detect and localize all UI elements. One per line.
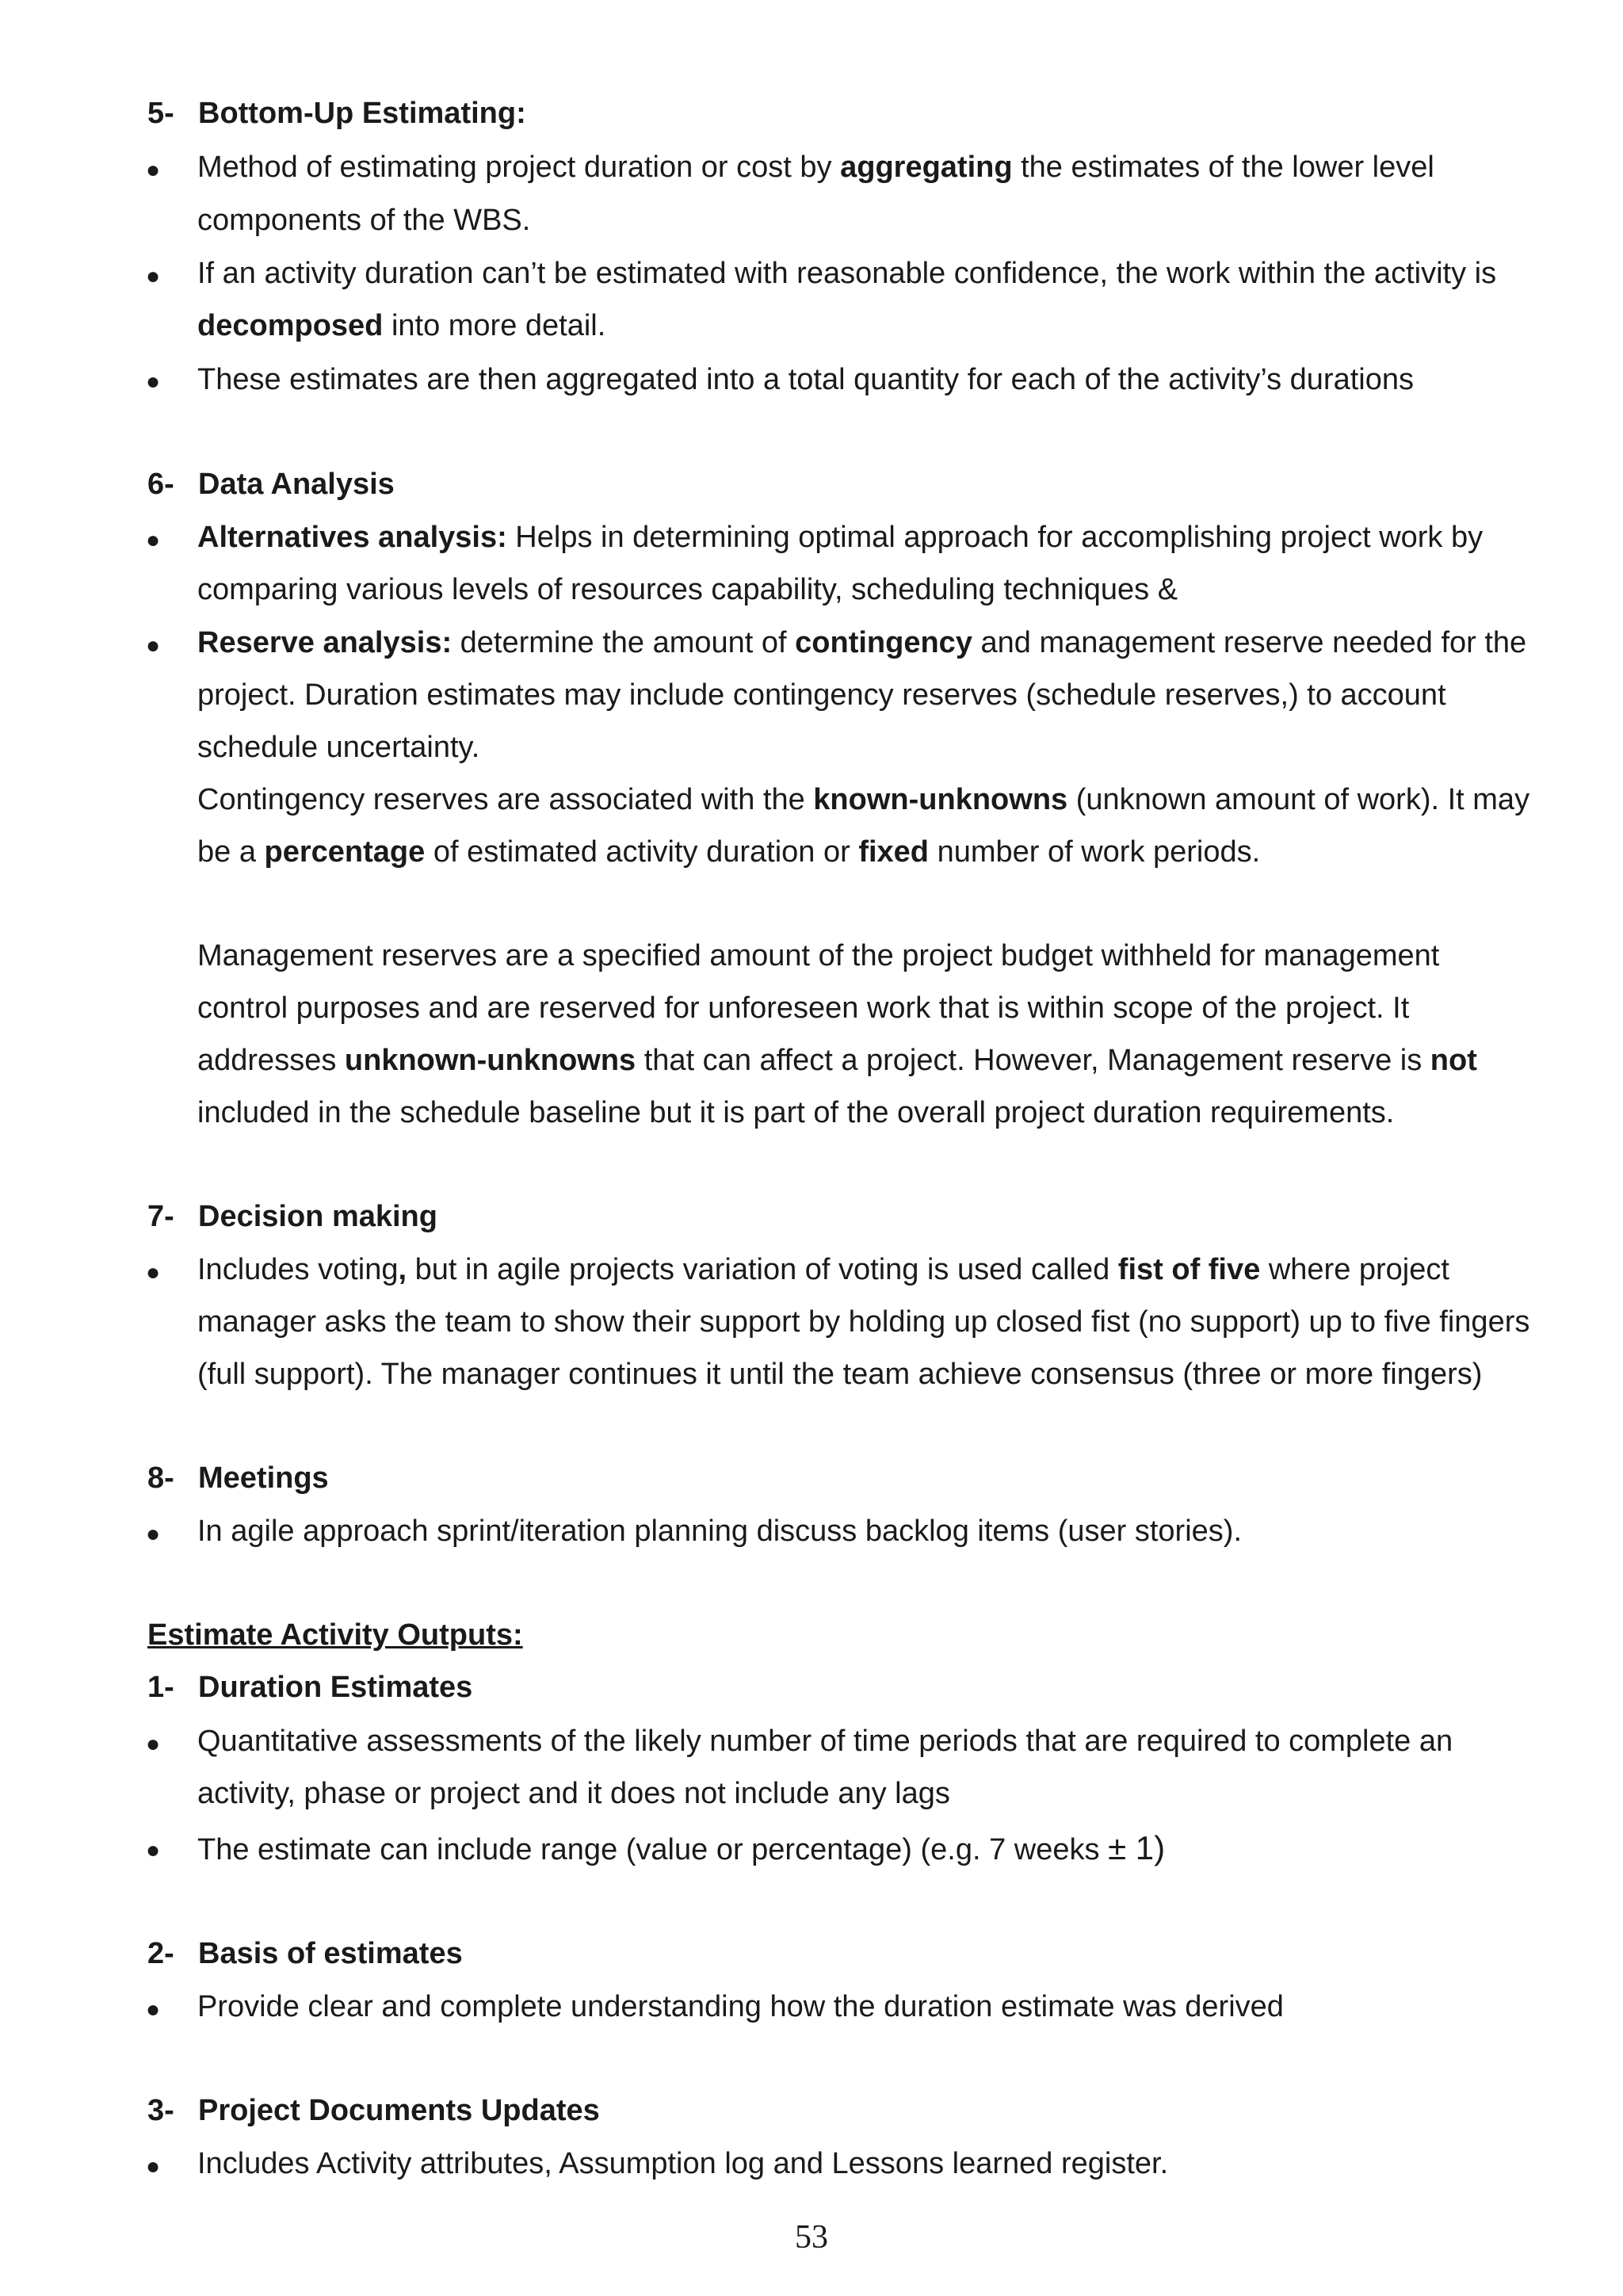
section-number: 8- bbox=[147, 1461, 174, 1495]
paragraph-line: Includes voting, but in agile projects variation of voting is used called fist of five where project bbox=[197, 1253, 1449, 1286]
paragraph-line: be a percentage of estimated activity duration or fixed number of work periods. bbox=[197, 835, 1261, 869]
section-number: 3- bbox=[147, 2094, 174, 2127]
section-number: 6- bbox=[147, 468, 174, 501]
bullet-icon: ● bbox=[146, 527, 161, 553]
section-heading-bottom-up-estimating bbox=[147, 97, 526, 131]
paragraph-line: These estimates are then aggregated into a total quantity for each of the activity’s durations bbox=[197, 363, 1414, 396]
paragraph-line: Reserve analysis: determine the amount of contingency and management reserve needed for the bbox=[197, 626, 1527, 659]
bullet-icon: ● bbox=[146, 1521, 161, 1547]
paragraph-line: components of the WBS. bbox=[197, 204, 531, 237]
section-heading-basis-of-estimates bbox=[147, 1937, 463, 1971]
emphasis: percentage bbox=[264, 835, 426, 869]
bullet-icon: ● bbox=[146, 369, 161, 395]
bullet-icon: ● bbox=[146, 157, 161, 183]
bullet-icon: ● bbox=[146, 1837, 161, 1863]
section-title: Project Documents Updates bbox=[198, 2094, 600, 2127]
section-number: 5- bbox=[147, 97, 174, 130]
paragraph-line: activity, phase or project and it does not include any lags bbox=[197, 1777, 950, 1810]
paragraph-line: Quantitative assessments of the likely number of time periods that are required to complete an bbox=[197, 1725, 1453, 1758]
section-title: Meetings bbox=[198, 1461, 329, 1495]
paragraph-line: comparing various levels of resources capability, scheduling techniques & bbox=[197, 573, 1178, 606]
paragraph-line: Contingency reserves are associated with the known-unknowns (unknown amount of work). It may bbox=[197, 783, 1530, 816]
emphasis: fixed bbox=[858, 835, 930, 869]
emphasis: not bbox=[1430, 1044, 1477, 1077]
paragraph-line: included in the schedule baseline but it is part of the overall project duration requirements. bbox=[197, 1096, 1395, 1129]
paragraph-line: In agile approach sprint/iteration planning discuss backlog items (user stories). bbox=[197, 1515, 1242, 1548]
paragraph-line: decomposed into more detail. bbox=[197, 309, 606, 342]
emphasis: contingency bbox=[795, 626, 972, 659]
section-number: 1- bbox=[147, 1671, 174, 1704]
paragraph-line: schedule uncertainty. bbox=[197, 731, 480, 764]
paragraph-line: Method of estimating project duration or cost by aggregating the estimates of the lower level bbox=[197, 151, 1434, 184]
emphasis: Reserve analysis: bbox=[197, 626, 453, 659]
section-title: Bottom-Up Estimating: bbox=[198, 97, 526, 130]
bullet-icon: ● bbox=[146, 1996, 161, 2023]
bullet-icon: ● bbox=[146, 263, 161, 289]
emphasis: fist of five bbox=[1117, 1253, 1261, 1286]
emphasis: , bbox=[398, 1253, 407, 1286]
plus-minus-range: ± 1) bbox=[1108, 1829, 1166, 1866]
paragraph-line: manager asks the team to show their support by holding up closed fist (no support) up to five fingers bbox=[197, 1305, 1530, 1339]
paragraph-line: Includes Activity attributes, Assumption log and Lessons learned register. bbox=[197, 2147, 1169, 2180]
emphasis: unknown-unknowns bbox=[344, 1044, 636, 1077]
section-heading-meetings bbox=[147, 1461, 329, 1496]
bullet-icon: ● bbox=[146, 1259, 161, 1286]
paragraph-line: The estimate can include range (value or percentage) (e.g. 7 weeks ± 1) bbox=[197, 1829, 1166, 1866]
paragraph-line: project. Duration estimates may include contingency reserves (schedule reserves,) to account bbox=[197, 678, 1446, 712]
paragraph-line: Management reserves are a specified amount of the project budget withheld for management bbox=[197, 939, 1440, 972]
bullet-icon: ● bbox=[146, 632, 161, 659]
paragraph-line: addresses unknown-unknowns that can affect a project. However, Management reserve is not bbox=[197, 1044, 1477, 1077]
section-number: 7- bbox=[147, 1200, 174, 1233]
emphasis: aggregating bbox=[840, 151, 1013, 184]
emphasis: known-unknowns bbox=[813, 783, 1068, 816]
section-title: Basis of estimates bbox=[198, 1937, 463, 1970]
page-number: 53 bbox=[795, 2219, 828, 2256]
outputs-heading: Estimate Activity Outputs: bbox=[147, 1618, 523, 1652]
paragraph-line: control purposes and are reserved for unforeseen work that is within scope of the project. It bbox=[197, 991, 1410, 1025]
paragraph-line: If an activity duration can’t be estimated with reasonable confidence, the work within the activity is bbox=[197, 257, 1497, 290]
paragraph-line: (full support). The manager continues it until the team achieve consensus (three or more fingers) bbox=[197, 1358, 1483, 1391]
emphasis: Alternatives analysis: bbox=[197, 521, 507, 554]
bullet-icon: ● bbox=[146, 1731, 161, 1757]
section-heading-data-analysis bbox=[147, 468, 395, 502]
section-title: Duration Estimates bbox=[198, 1671, 473, 1704]
section-heading-project-documents-updates bbox=[147, 2094, 600, 2128]
section-heading-decision-making bbox=[147, 1200, 437, 1234]
section-number: 2- bbox=[147, 1937, 174, 1970]
emphasis: decomposed bbox=[197, 309, 384, 342]
paragraph-line: Provide clear and complete understanding how the duration estimate was derived bbox=[197, 1990, 1284, 2023]
paragraph-line: Alternatives analysis: Helps in determining optimal approach for accomplishing project work by bbox=[197, 521, 1484, 554]
section-title: Data Analysis bbox=[198, 468, 395, 501]
section-heading-duration-estimates bbox=[147, 1671, 472, 1705]
section-title: Decision making bbox=[198, 1200, 437, 1233]
bullet-icon: ● bbox=[146, 2153, 161, 2179]
